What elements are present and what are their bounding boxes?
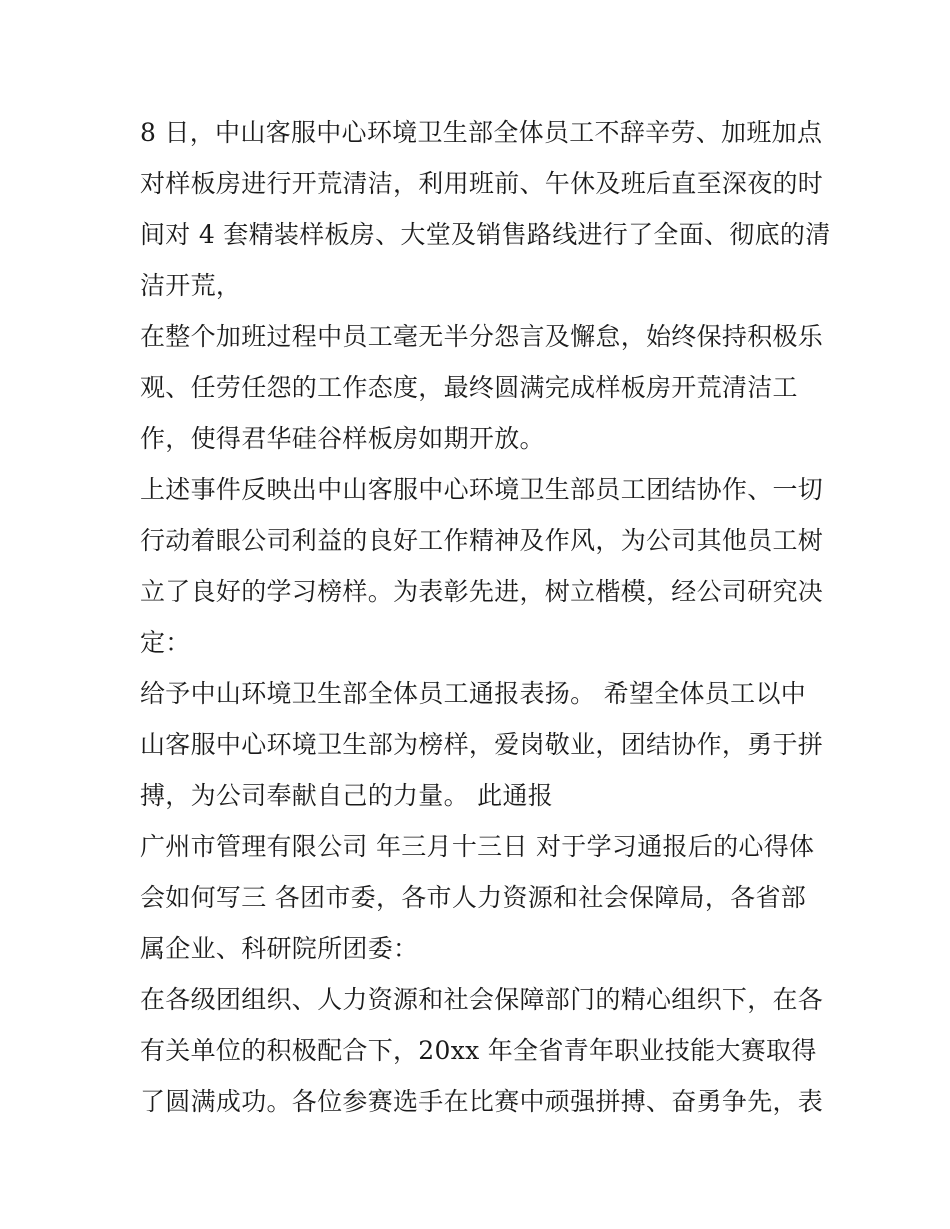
text-line: 立了良好的学习榜样。为表彰先进，树立楷模，经公司研究决: [140, 577, 824, 606]
text-line: 山客服中心环境卫生部为榜样，爱岗敬业，团结协作，勇于拼: [140, 730, 824, 759]
text-line: 广州市管理有限公司 年三月十三日 对于学习通报后的心得体: [140, 832, 815, 861]
text-line: 有关单位的积极配合下，20xx 年全省青年职业技能大赛取得: [140, 1036, 817, 1065]
text-line: 属企业、科研院所团委：: [140, 934, 419, 963]
text-line: 行动着眼公司利益的良好工作精神及作风，为公司其他员工树: [140, 526, 824, 555]
text-line: 定：: [140, 628, 191, 657]
text-line: 上述事件反映出中山客服中心环境卫生部员工团结协作、一切: [140, 475, 824, 504]
text-line: 8 日，中山客服中心环境卫生部全体员工不辞辛劳、加班加点: [140, 118, 823, 147]
text-line: 给予中山环境卫生部全体员工通报表扬。 希望全体员工以中: [140, 679, 807, 708]
text-line: 会如何写三 各团市委，各市人力资源和社会保障局，各省部: [140, 883, 807, 912]
text-line: 对样板房进行开荒清洁，利用班前、午休及班后直至深夜的时: [140, 169, 824, 198]
text-line: 观、任劳任怨的工作态度，最终圆满完成样板房开荒清洁工: [140, 373, 798, 402]
text-line: 洁开荒，: [140, 271, 242, 300]
document-body: [140, 107, 840, 1127]
text-line: 了圆满成功。各位参赛选手在比赛中顽强拼搏、奋勇争先，表: [140, 1087, 824, 1116]
text-line: 间对 4 套精装样板房、大堂及销售路线进行了全面、彻底的清: [140, 220, 831, 249]
text-line: 搏，为公司奉献自己的力量。 此通报: [140, 781, 554, 810]
text-line: 在整个加班过程中员工毫无半分怨言及懈怠，始终保持积极乐: [140, 322, 824, 351]
text-line: 在各级团组织、人力资源和社会保障部门的精心组织下，在各: [140, 985, 824, 1014]
text-line: 作，使得君华硅谷样板房如期开放。: [140, 424, 545, 453]
